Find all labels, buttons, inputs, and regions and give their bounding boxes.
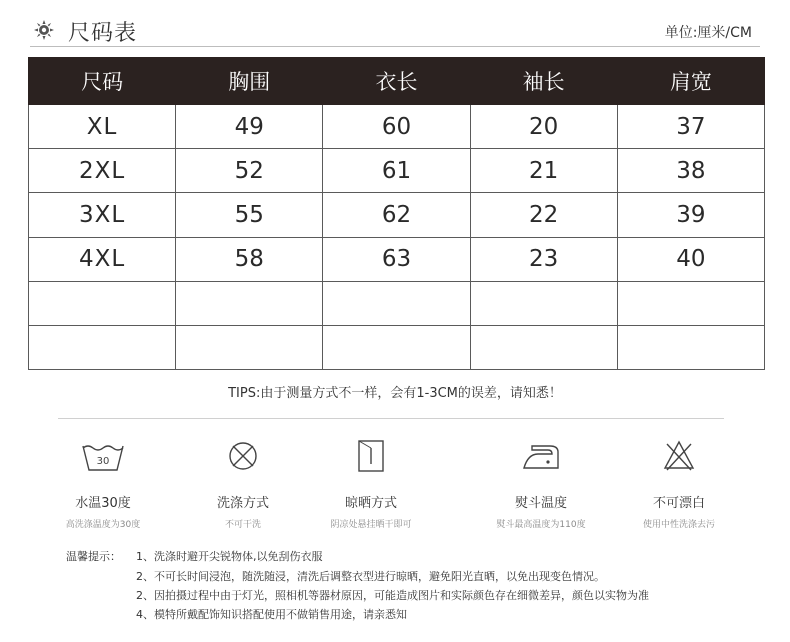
table-cell: 60: [323, 105, 470, 149]
table-cell: 23: [470, 237, 617, 281]
header-divider: [30, 46, 760, 47]
column-header: 尺码: [29, 58, 176, 105]
care-item-bleach: [604, 436, 754, 530]
table-cell: 4XL: [29, 237, 176, 281]
table-cell: [470, 281, 617, 325]
table-cell: 52: [176, 149, 323, 193]
table-cell: 37: [617, 105, 764, 149]
care-desc: 不可干洗: [224, 520, 261, 530]
table-row: [29, 237, 765, 281]
column-header: 衣长: [323, 58, 470, 105]
table-row-empty: [29, 281, 765, 325]
table-header-row: [29, 58, 765, 105]
note-item: 2、不可长时间浸泡，随洗随浸，清洗后调整衣型进行晾晒，避免阳光直晒，以免出现变色情况。: [136, 570, 605, 583]
table-cell: [176, 325, 323, 369]
table-row: [29, 105, 765, 149]
tips-divider: [58, 418, 724, 419]
unit-label: 单位:厘米/CM: [664, 25, 752, 41]
table-cell: 21: [470, 149, 617, 193]
wash-30-icon: [80, 436, 126, 476]
table-cell: 22: [470, 193, 617, 237]
table-cell: [617, 281, 764, 325]
care-desc: 阴凉处悬挂晒干即可: [330, 520, 412, 530]
table-cell: 38: [617, 149, 764, 193]
note-item: 1、洗涤时避开尖锐物体,以免刮伤衣服: [136, 550, 323, 563]
table-cell: 39: [617, 193, 764, 237]
size-chart-header: [32, 14, 754, 44]
table-cell: 2XL: [29, 149, 176, 193]
table-cell: [29, 281, 176, 325]
care-item-iron: [466, 436, 616, 530]
table-cell: 20: [470, 105, 617, 149]
table-row: [29, 149, 765, 193]
table-cell: 61: [323, 149, 470, 193]
note-item: 2、因拍摄过程中由于灯光，照相机等器材原因，可能造成图片和实际颜色存在细微差异，颜色以实物为准: [136, 589, 649, 602]
care-name: 洗涤方式: [216, 496, 269, 511]
column-header: 肩宽: [617, 58, 764, 105]
care-name: 不可漂白: [652, 496, 705, 511]
column-header: 胸围: [176, 58, 323, 105]
table-cell: 49: [176, 105, 323, 149]
sun-badge-icon: [34, 20, 54, 40]
table-cell: 55: [176, 193, 323, 237]
table-cell: [29, 325, 176, 369]
table-cell: [323, 281, 470, 325]
care-item-wash: [28, 436, 178, 530]
care-name: 熨斗温度: [514, 496, 567, 511]
iron-icon: [518, 436, 564, 476]
table-cell: 40: [617, 237, 764, 281]
dry-shade-icon: [351, 436, 391, 476]
size-table: [28, 57, 765, 370]
wash-temp-label: 30: [96, 456, 110, 467]
tips-text: TIPS:由于测量方式不一样，会有1-3CM的误差，请知悉！: [228, 386, 562, 401]
column-header: 袖长: [470, 58, 617, 105]
page-title: 尺码表: [68, 21, 138, 46]
care-desc: 熨斗最高温度为110度: [496, 520, 586, 530]
care-desc: 高洗涤温度为30度: [65, 520, 141, 530]
table-cell: XL: [29, 105, 176, 149]
care-name: 晾晒方式: [344, 496, 397, 511]
care-item-dry: [296, 436, 446, 530]
table-cell: [176, 281, 323, 325]
table-cell: [323, 325, 470, 369]
no-bleach-icon: [659, 436, 699, 476]
table-row: [29, 193, 765, 237]
no-dry-clean-icon: [223, 436, 263, 476]
table-cell: [470, 325, 617, 369]
table-cell: 58: [176, 237, 323, 281]
table-cell: 3XL: [29, 193, 176, 237]
notes-label: 温馨提示：: [66, 550, 121, 563]
note-item: 4、模特所戴配饰知识搭配使用不做销售用途，请亲悉知: [136, 608, 407, 621]
table-cell: 62: [323, 193, 470, 237]
table-cell: [617, 325, 764, 369]
table-row-empty: [29, 325, 765, 369]
care-name: 水温30度: [75, 496, 131, 511]
care-desc: 使用中性洗涤去污: [642, 520, 715, 530]
table-cell: 63: [323, 237, 470, 281]
